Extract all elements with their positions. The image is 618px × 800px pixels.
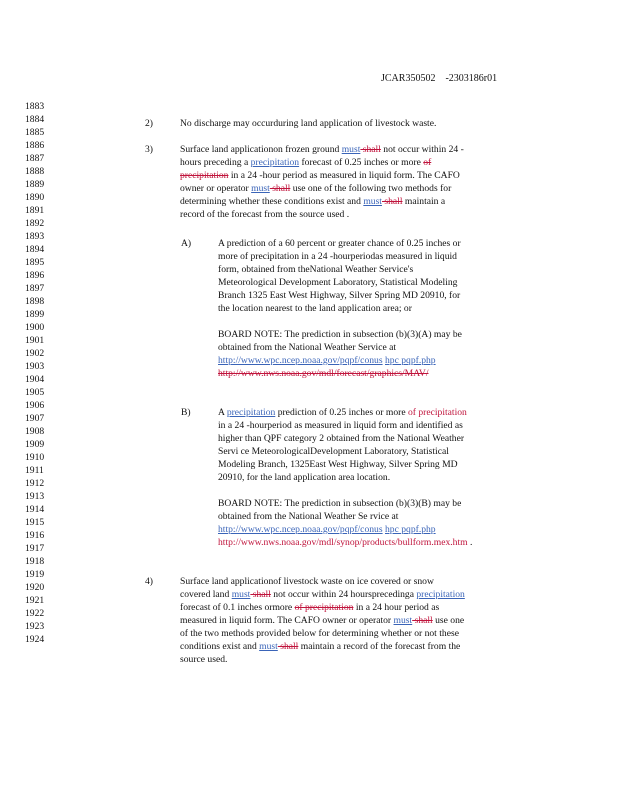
inserted-precipitation: precipitation xyxy=(416,589,465,600)
line-number: 1907 xyxy=(25,413,45,424)
inserted-must: must xyxy=(363,196,382,207)
line-number: 1892 xyxy=(25,218,45,229)
text-run: higher than QPF category 2 obtained from the National Weather xyxy=(218,433,465,444)
text-run: in a 24 hour period as xyxy=(353,602,440,613)
line-number: 1901 xyxy=(25,335,45,346)
deleted-shall: shall xyxy=(250,589,271,600)
deleted-of-precipitation: of precipitation xyxy=(294,602,354,613)
wpc-url-link[interactable]: http://www.wpc.ncep.noaa.gov/pqpf/conus xyxy=(218,524,383,535)
inserted-must: must xyxy=(393,615,413,626)
line-number: 1894 xyxy=(25,244,45,255)
item-2-text: No discharge may occurduring land application of livestock waste. xyxy=(180,118,437,129)
text-run: record of the forecast from the source used . xyxy=(180,209,350,220)
text-run: maintain a xyxy=(402,196,446,207)
line-number: 1923 xyxy=(25,621,45,632)
line-number: 1914 xyxy=(25,504,45,515)
inserted-must: must xyxy=(231,589,251,600)
text-run: source used. xyxy=(180,654,228,665)
text-run: A prediction of a 60 percent or greater chance of 0.25 inches or xyxy=(218,238,461,249)
text-run: BOARD NOTE: The prediction in subsection (b)(3)(B) may be xyxy=(218,498,462,509)
deleted-nws-mav-link[interactable]: http://www.nws.noaa.gov/mdl/forecast/graphics/MAV/ xyxy=(218,368,429,379)
line-number: 1904 xyxy=(25,374,45,385)
text-run: Surface land applicationof livestock waste on ice covered or snow xyxy=(180,576,434,587)
line-number: 1912 xyxy=(25,478,45,489)
inserted-must: must xyxy=(341,144,361,155)
line-number: 1900 xyxy=(25,322,45,333)
text-run: obtained from the National Weather Se rvice at xyxy=(218,511,399,522)
text-run: maintain a record of the forecast from the xyxy=(298,641,461,652)
line-number: 1924 xyxy=(25,634,45,645)
line-number: 1899 xyxy=(25,309,45,320)
text-run: Modeling Branch, 1325East West Highway, Silver Spring MD xyxy=(218,459,458,470)
text-run: measured in liquid form. The CAFO owner or operator xyxy=(180,615,394,626)
text-run: forecast of 0.25 inches or more xyxy=(299,157,424,168)
item-marker-b: B) xyxy=(181,407,191,418)
line-number: 1884 xyxy=(25,114,45,125)
inserted-precipitation: precipitation xyxy=(226,407,276,418)
nws-bullform-link[interactable]: http://www.nws.noaa.gov/mdl/synop/products/bullform.mex.htm xyxy=(218,537,468,548)
item-marker-3: 3) xyxy=(145,144,153,155)
text-run: in a 24 -hourperiod as measured in liquid form and identified as xyxy=(218,420,463,431)
text-run: obtained from the National Weather Service at xyxy=(218,342,397,353)
text-run: covered land xyxy=(180,589,232,600)
text-run: A xyxy=(218,407,227,418)
line-number: 1918 xyxy=(25,556,45,567)
line-number: 1905 xyxy=(25,387,45,398)
line-number: 1883 xyxy=(25,101,45,112)
line-number: 1906 xyxy=(25,400,45,411)
line-number: 1922 xyxy=(25,608,45,619)
line-number: 1917 xyxy=(25,543,45,554)
item-marker-4: 4) xyxy=(145,576,153,587)
hpc-pqpf-link[interactable]: hpc pqpf.php xyxy=(384,355,436,366)
text-run: conditions exist and xyxy=(180,641,260,652)
deleted-shall: shall xyxy=(269,183,291,194)
line-number: 1913 xyxy=(25,491,45,502)
text-run: owner or operator xyxy=(180,183,252,194)
text-run: the location nearest to the land application area; or xyxy=(218,303,412,314)
text-run: form, obtained from theNational Weather Service's xyxy=(218,264,414,275)
line-number: 1919 xyxy=(25,569,45,580)
line-number: 1916 xyxy=(25,530,45,541)
line-number: 1887 xyxy=(25,153,45,164)
line-number: 1915 xyxy=(25,517,45,528)
text-run: Surface land applicationon frozen ground xyxy=(180,144,342,155)
wpc-url-link[interactable]: http://www.wpc.ncep.noaa.gov/pqpf/conus xyxy=(218,355,383,366)
item-marker-a: A) xyxy=(181,238,192,249)
inserted-precipitation: precipitation xyxy=(250,157,300,168)
line-number: 1909 xyxy=(25,439,45,450)
deleted-shall: shall xyxy=(360,144,381,155)
line-number: 1889 xyxy=(25,179,45,190)
text-run: hours preceding a xyxy=(180,157,251,168)
rev-id: -2303186r01 xyxy=(445,73,498,84)
text-run: in a 24 -hour period as measured in liquid form. The CAFO xyxy=(228,170,460,181)
line-number: 1902 xyxy=(25,348,45,359)
document-header xyxy=(381,73,497,84)
line-number: 1921 xyxy=(25,595,45,606)
line-number: 1891 xyxy=(25,205,45,216)
line-number: 1895 xyxy=(25,257,45,268)
inserted-must: must xyxy=(259,641,278,652)
line-number: 1886 xyxy=(25,140,45,151)
text-run: not occur within 24 hoursprecedinga xyxy=(270,589,417,600)
line-number: 1908 xyxy=(25,426,45,437)
line-number: 1897 xyxy=(25,283,45,294)
line-number: 1920 xyxy=(25,582,45,593)
line-number: 1890 xyxy=(25,192,45,203)
line-number: 1896 xyxy=(25,270,45,281)
hpc-pqpf-link[interactable]: hpc pqpf.php xyxy=(384,524,436,535)
text-run: of the two methods provided below for determining whether or not these xyxy=(180,628,459,639)
text-run: use one of the following two methods for xyxy=(290,183,452,194)
line-number: 1885 xyxy=(25,127,45,138)
line-number: 1888 xyxy=(25,166,45,177)
deleted-of: of xyxy=(423,157,432,168)
item-marker-2: 2) xyxy=(145,118,153,129)
text-run: not occur within 24 - xyxy=(380,144,464,155)
doc-id: JCAR350502 xyxy=(381,73,436,84)
deleted-shall: shall xyxy=(381,196,403,207)
deleted-shall: shall xyxy=(412,615,433,626)
line-number: 1893 xyxy=(25,231,45,242)
line-number: 1910 xyxy=(25,452,45,463)
moved-of-precipitation: of precipitation xyxy=(407,407,467,418)
text-run: Meteorological Development Laboratory, Statistical Modeling xyxy=(218,277,458,288)
text-run: more of precipitation in a 24 -hourperiodas measured in liquid xyxy=(218,251,457,262)
text-run: Branch 1325 East West Highway, Silver Spring MD 20910, for xyxy=(218,290,461,301)
text-run: Servi ce MeteorologicalDevelopment Laboratory, Statistical xyxy=(218,446,449,457)
line-number: 1911 xyxy=(25,465,44,476)
text-run: prediction of 0.25 inches or more xyxy=(275,407,408,418)
text-run: determining whether these conditions exist and xyxy=(180,196,364,207)
line-number: 1898 xyxy=(25,296,45,307)
line-number: 1903 xyxy=(25,361,45,372)
text-run: 20910, for the land application area location. xyxy=(218,472,391,483)
inserted-must: must xyxy=(251,183,270,194)
deleted-precipitation: precipitation xyxy=(180,170,229,181)
text-run: forecast of 0.1 inches ormore xyxy=(180,602,295,613)
text-run: . xyxy=(470,537,473,548)
text-run: BOARD NOTE: The prediction in subsection (b)(3)(A) may be xyxy=(218,329,462,340)
text-run: use one xyxy=(432,615,465,626)
deleted-shall: shall xyxy=(277,641,299,652)
